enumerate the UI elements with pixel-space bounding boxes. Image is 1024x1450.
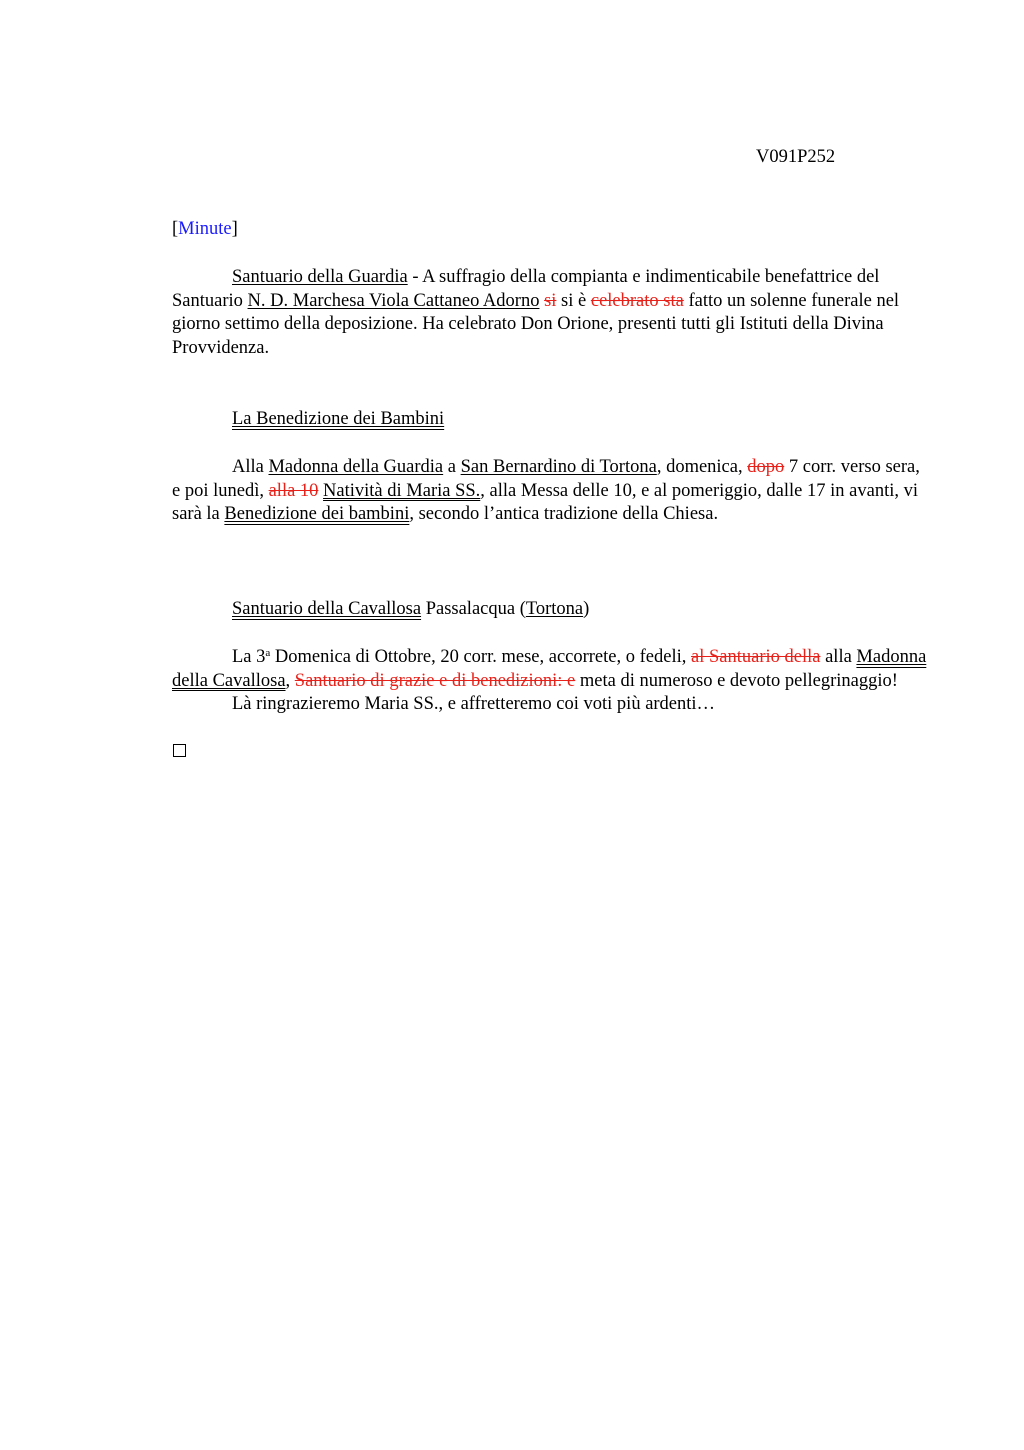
minute-word: Minute — [178, 219, 232, 239]
benedizione-deleted-2: alla 10 — [268, 480, 319, 501]
benedizione-place-2: San Bernardino di Tortona — [460, 457, 657, 477]
cavallosa-text-4: , — [285, 670, 295, 691]
guardia-text-4: fatto un solenne funerale nel giorno settimo della deposizione. Ha celebrato Don Orione, presenti tutti gli Istituti della Divina Provvidenza. — [172, 290, 900, 358]
cavallosa-text-2: Domenica di Ottobre, 20 corr. mese, accorrete, o fedeli, — [270, 647, 691, 667]
cavallosa-place: Madonna della Cavallosa — [172, 647, 927, 691]
benedizione-feast: Natività di Maria SS. — [323, 480, 481, 501]
page-id: V091P252 — [756, 147, 836, 167]
cavallosa-heading-block — [172, 598, 932, 622]
cavallosa-ordinal: a — [265, 647, 271, 659]
guardia-person: N. D. Marchesa Viola Cattaneo Adorno — [247, 290, 540, 311]
benedizione-deleted-1: dopo — [747, 457, 785, 477]
benedizione-place-1: Madonna della Guardia — [268, 457, 444, 477]
benedizione-heading-block — [172, 408, 932, 432]
guardia-deleted-1: si — [544, 290, 557, 311]
bracket-open: [ — [172, 219, 179, 239]
cavallosa-heading-mid: Passalacqua ( — [421, 599, 526, 619]
end-square-icon — [173, 744, 186, 757]
minute-label — [172, 218, 238, 242]
benedizione-text-4: 7 corr. verso sera, e poi lunedì, — [172, 457, 920, 501]
benedizione-text-3: , domenica, — [656, 457, 748, 477]
benedizione-text-6: , alla Messa delle 10, e al pomeriggio, dalle 17 in avanti, vi sarà la — [172, 480, 918, 524]
benedizione-text-2: a — [443, 457, 461, 477]
benedizione-paragraph — [172, 456, 932, 527]
cavallosa-text-5: meta di numeroso e devoto pellegrinaggio! — [575, 670, 898, 691]
benedizione-text-1: Alla — [232, 457, 269, 477]
cavallosa-heading-close: ) — [583, 599, 590, 619]
cavallosa-closing: Là ringrazieremo Maria SS., e affretteremo coi voti più ardenti… — [232, 694, 716, 714]
benedizione-event: Benedizione dei bambini — [224, 504, 410, 524]
benedizione-heading: La Benedizione dei Bambini — [232, 409, 445, 429]
guardia-text-3: si è — [556, 290, 591, 311]
bracket-close: ] — [231, 219, 238, 239]
guardia-text-1: - A suffragio della compianta e indimenticabile benefattrice del Santuario — [172, 267, 880, 311]
cavallosa-deleted-2: Santuario di grazie e di benedizioni: e — [294, 670, 576, 691]
guardia-deleted-2: celebrato sta — [590, 290, 684, 311]
benedizione-text-7: , secondo l’antica tradizione della Chiesa. — [409, 504, 719, 524]
guardia-paragraph — [172, 266, 932, 360]
cavallosa-text-3: alla — [820, 647, 857, 667]
cavallosa-deleted-1: al Santuario della — [691, 647, 821, 667]
cavallosa-paragraph — [172, 646, 932, 717]
cavallosa-heading-main: Santuario della Cavallosa — [232, 599, 422, 619]
cavallosa-text-1: La 3 — [232, 647, 266, 667]
guardia-title: Santuario della Guardia — [232, 267, 408, 287]
cavallosa-heading-town: Tortona — [525, 599, 584, 619]
